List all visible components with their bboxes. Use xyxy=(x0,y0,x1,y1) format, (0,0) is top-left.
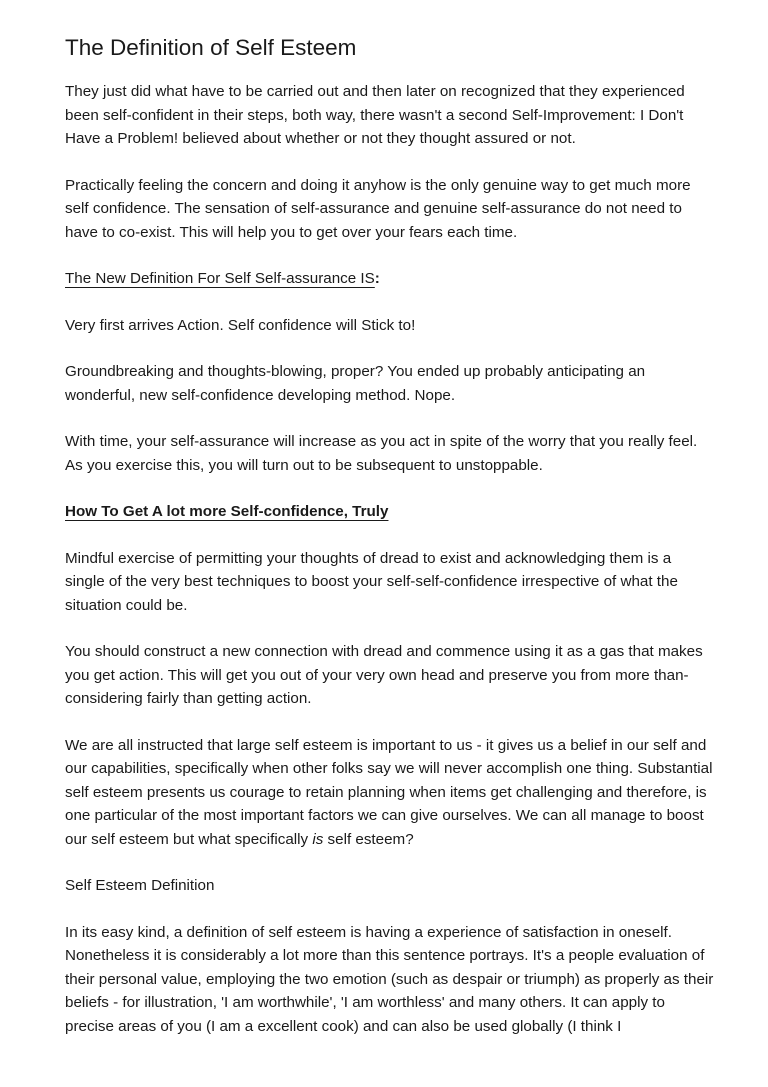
section-heading-colon: : xyxy=(374,270,380,287)
paragraph-7: You should construct a new connection with dread and commence using it as a gas that makes you get action. This will get you out of your very own head and preserve you from more than-considering fairly than getting action. xyxy=(65,643,703,707)
paragraph-5: With time, your self-assurance will increase as you act in spite of the worry that you really feel. As you exercise this, you will turn out to be subsequent to unstoppable. xyxy=(65,433,698,474)
section-heading-new-definition-text: The New Definition For Self Self-assurance IS xyxy=(65,270,375,287)
paragraph-3: Very first arrives Action. Self confidence will Stick to! xyxy=(65,316,416,334)
paragraph-1: They just did what have to be carried out and then later on recognized that they experienced been self-confident in their steps, both way, there wasn't a second Self-Improvement: I Don't Have a Problem! believed about whether or not they thought assured or not. xyxy=(65,83,685,147)
paragraph-9: In its easy kind, a definition of self esteem is having a experience of satisfaction in oneself. Nonetheless it is considerably a lot more than this sentence portrays. It's a people evaluation of their personal value, employing the two emotion (such as despair or triumph) as properly as their beliefs - for illustration, 'I am worthwhile', 'I am worthless' and many others. It can apply to precise areas of you (I am a excellent cook) and can also be used globally (I think I xyxy=(65,923,714,1035)
paragraph-6: Mindful exercise of permitting your thoughts of dread to exist and acknowledging them is a single of the very best techniques to boost your self-self-confidence irrespective of what the situation could be. xyxy=(65,549,678,614)
document-title: The Definition of Self Esteem xyxy=(65,35,357,60)
document-page xyxy=(65,33,715,1061)
paragraph-8-italic: is xyxy=(312,830,324,848)
paragraph-8-text-a: We are all instructed that large self esteem is important to us - it gives us a belief in our self and our capabilities, specifically when other folks say we will never accomplish one thing. Substantial self esteem presents us courage to retain planning when items get challenging and therefore, is one particular of the most important factors we can give ourselves. We can all manage to boost our self esteem but what specifically xyxy=(65,736,713,848)
paragraph-2: Practically feeling the concern and doing it anyhow is the only genuine way to get much more self confidence. The sensation of self-assurance and genuine self-assurance do not need to have to co-exist. This will help you to get over your fears each time. xyxy=(65,176,691,241)
paragraph-8-text-b: self esteem? xyxy=(323,830,414,848)
paragraph-8 xyxy=(65,734,715,852)
section-heading-how-to-get-text: How To Get A lot more Self-confidence, Truly xyxy=(65,503,389,520)
paragraph-4: Groundbreaking and thoughts-blowing, proper? You ended up probably anticipating an wonderful, new self-confidence developing method. Nope. xyxy=(65,363,646,404)
section-heading-self-esteem-definition: Self Esteem Definition xyxy=(65,877,215,894)
section-heading-new-definition xyxy=(65,267,715,291)
section-heading-how-to-get xyxy=(65,500,715,524)
